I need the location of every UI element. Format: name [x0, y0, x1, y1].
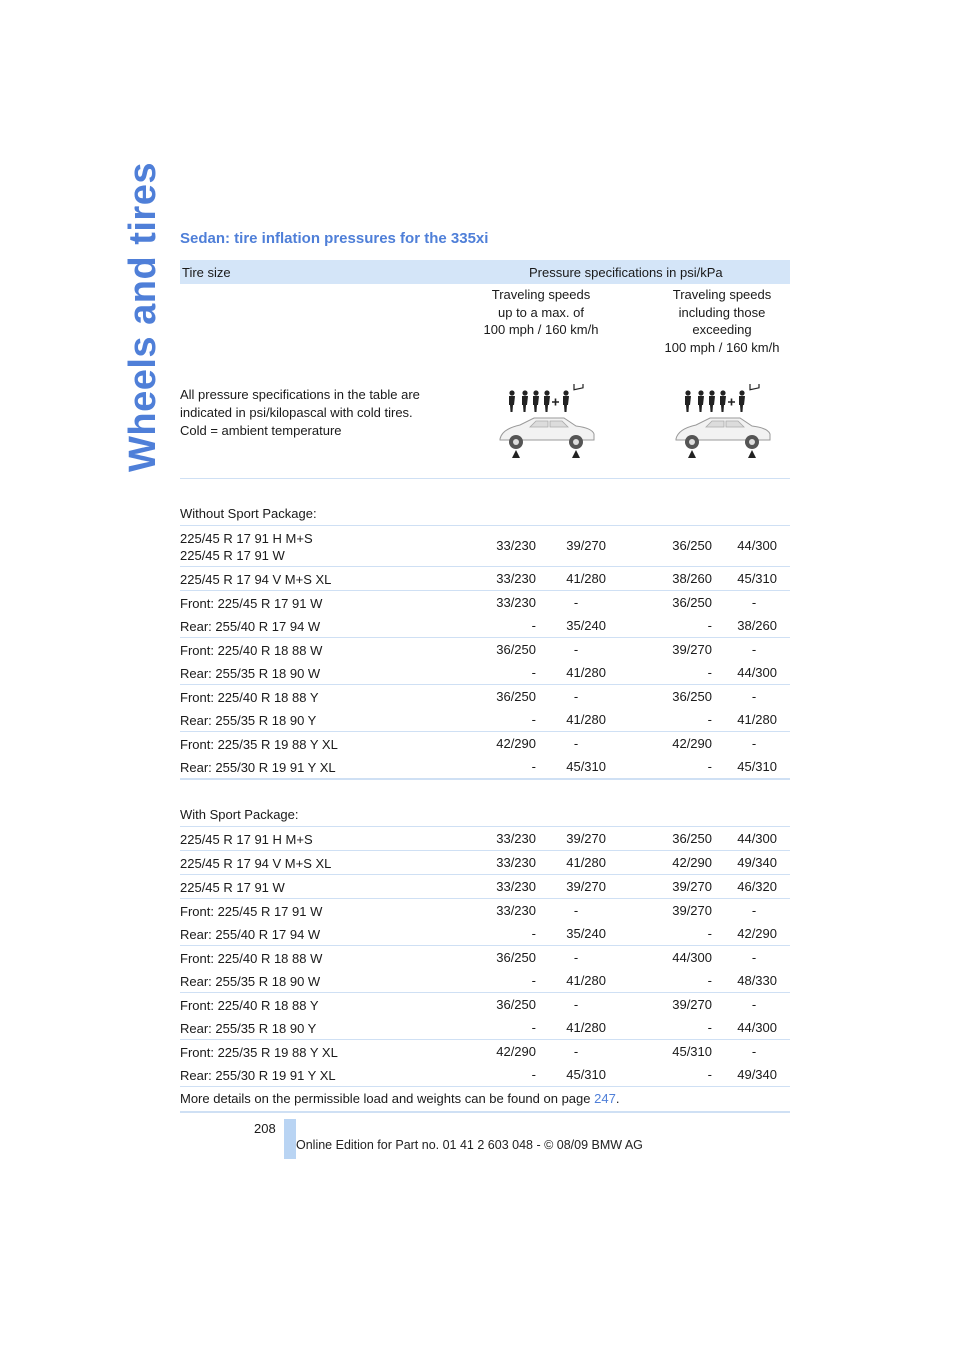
pressure-cell: 41/280	[566, 973, 606, 988]
page-link[interactable]: 247	[594, 1091, 616, 1106]
pressure-cell: 42/290	[496, 736, 536, 751]
tire-size-cell	[180, 689, 319, 706]
speed-low-line: Traveling speeds	[491, 287, 591, 302]
tire-size-line: 225/45 R 17 91 W	[180, 548, 285, 563]
speed-high-line: 100 mph / 160 km/h	[664, 339, 780, 355]
tire-size-line: Rear: 255/30 R 19 91 Y XL	[180, 760, 336, 775]
speed-high-line: exceeding	[692, 322, 752, 337]
table-row	[180, 969, 790, 993]
pressure-cell: 33/230	[496, 831, 536, 846]
tire-size-line: Rear: 255/35 R 18 90 W	[180, 974, 321, 989]
pressure-cell: 36/250	[672, 595, 712, 610]
pressure-cell: 41/280	[566, 665, 606, 680]
pressure-cell: 35/240	[566, 618, 606, 633]
pressure-cell: -	[531, 1020, 536, 1035]
table-row	[180, 567, 790, 591]
table-row	[180, 827, 790, 851]
edition-notice: Online Edition for Part no. 01 41 2 603 048 - © 08/09 BMW AG	[296, 1138, 643, 1152]
pressure-cell: -	[751, 689, 757, 704]
pressure-cell: -	[707, 712, 712, 727]
pressure-cell: 46/320	[737, 879, 777, 894]
section-title: Sedan: tire inflation pressures for the 335xi	[180, 230, 489, 247]
pressure-cell: -	[751, 642, 757, 657]
pressure-cell: 45/310	[672, 1044, 712, 1059]
tire-size-line: Rear: 255/35 R 18 90 Y	[180, 1021, 317, 1036]
pressure-cell: 38/260	[737, 618, 777, 633]
pressure-cell: 39/270	[672, 642, 712, 657]
pressure-cell: -	[531, 712, 536, 727]
loaded-sedan-high-speed-icon	[664, 384, 774, 466]
tire-size-cell	[180, 1044, 338, 1061]
tire-size-cell	[180, 1067, 336, 1084]
table-row	[180, 899, 790, 922]
table-row	[180, 614, 790, 638]
tire-size-cell	[180, 831, 313, 848]
pressure-cell: 36/250	[672, 538, 712, 553]
footer-note-end: .	[615, 1091, 620, 1106]
pressure-cell: 42/290	[672, 736, 712, 751]
tire-size-line: Rear: 255/40 R 17 94 W	[180, 927, 321, 942]
pressure-cell: 39/270	[672, 903, 712, 918]
tire-size-line: 225/45 R 17 91 W	[180, 880, 285, 895]
pressure-cell: 41/280	[566, 1020, 606, 1035]
pressure-cell: 41/280	[737, 712, 777, 727]
tire-size-line: Front: 225/40 R 18 88 W	[180, 643, 323, 658]
pressure-cell: 45/310	[737, 759, 777, 774]
speed-high-line: including those	[678, 304, 766, 320]
pressure-cell: 45/310	[566, 759, 606, 774]
group-label	[180, 478, 790, 525]
tire-size-line: Front: 225/40 R 18 88 W	[180, 951, 323, 966]
edition-bar	[284, 1119, 296, 1159]
pressure-cell: 39/270	[566, 538, 606, 553]
pressure-cell: 44/300	[737, 831, 777, 846]
pressure-cell: 39/270	[672, 879, 712, 894]
table-row	[180, 526, 790, 567]
pressure-cell: -	[573, 642, 579, 657]
tire-size-cell	[180, 1020, 316, 1037]
loaded-sedan-icon	[488, 384, 598, 466]
pressure-cell: -	[707, 759, 712, 774]
tire-size-cell	[180, 855, 331, 872]
group-label-text: With Sport Package:	[180, 807, 299, 822]
pressure-cell: 41/280	[566, 571, 606, 586]
pressure-cell: -	[531, 665, 536, 680]
note-line: indicated in psi/kilopascal with cold tires.	[180, 405, 413, 420]
pressure-cell: 35/240	[566, 926, 606, 941]
tire-size-cell	[180, 759, 336, 776]
group-label	[180, 779, 790, 826]
pressure-cell: 45/310	[566, 1067, 606, 1082]
speed-header-row	[180, 284, 790, 380]
tire-size-line: Front: 225/40 R 18 88 Y	[180, 690, 319, 705]
pressure-cell: 41/280	[566, 855, 606, 870]
note-line: Cold = ambient temperature	[180, 423, 342, 438]
tire-size-line: Rear: 255/35 R 18 90 Y	[180, 713, 317, 728]
tire-size-line: 225/45 R 17 94 V M+S XL	[180, 572, 332, 587]
pressure-cell: -	[573, 997, 579, 1012]
pressure-cell: -	[707, 618, 712, 633]
pressure-cell: -	[751, 997, 757, 1012]
tire-size-cell	[180, 571, 331, 588]
tire-size-line: Rear: 255/35 R 18 90 W	[180, 666, 321, 681]
pressure-cell: -	[573, 689, 579, 704]
pressure-cell: 48/330	[737, 973, 777, 988]
table-row	[180, 1063, 790, 1087]
table-row	[180, 993, 790, 1016]
table-row	[180, 1016, 790, 1040]
pressure-cell: 39/270	[566, 879, 606, 894]
pressure-cell: 36/250	[496, 689, 536, 704]
tire-size-line: 225/45 R 17 91 H M+S	[180, 832, 313, 847]
pressure-cell: -	[707, 1067, 712, 1082]
table-body	[180, 478, 790, 1087]
pressure-cell: -	[531, 1067, 536, 1082]
pressure-cell: -	[751, 903, 757, 918]
speed-low-label	[470, 286, 612, 339]
table-row	[180, 875, 790, 899]
pressure-cell: 39/270	[566, 831, 606, 846]
group-label-text: Without Sport Package:	[180, 506, 317, 521]
tire-size-line: Front: 225/35 R 19 88 Y XL	[180, 737, 338, 752]
pressure-cell: 36/250	[672, 831, 712, 846]
pressure-cell: -	[751, 736, 757, 751]
tire-size-line: Rear: 255/40 R 17 94 W	[180, 619, 321, 634]
tire-size-cell	[180, 595, 322, 612]
table-row	[180, 732, 790, 755]
table-row	[180, 946, 790, 969]
pressure-cell: -	[707, 973, 712, 988]
tire-size-cell	[180, 530, 313, 564]
pressure-cell: 36/250	[496, 950, 536, 965]
footer-note-body: More details on the permissible load and weights can be found on page	[180, 1091, 595, 1106]
pressure-cell: 42/290	[496, 1044, 536, 1059]
pressure-cell: -	[531, 618, 536, 633]
tire-size-cell	[180, 950, 322, 967]
tire-size-cell	[180, 973, 320, 990]
pressure-cell: -	[751, 1044, 757, 1059]
table-row	[180, 1040, 790, 1063]
pressure-cell: 33/230	[496, 595, 536, 610]
pressure-cell: -	[707, 665, 712, 680]
note-row	[180, 380, 790, 478]
pressure-cell: -	[573, 1044, 579, 1059]
table-footer-note	[180, 1087, 790, 1113]
pressure-cell: 44/300	[672, 950, 712, 965]
pressure-cell: 42/290	[672, 855, 712, 870]
pressure-cell: 42/290	[737, 926, 777, 941]
table-row	[180, 922, 790, 946]
pressure-cell: -	[531, 926, 536, 941]
pressure-cell: -	[531, 973, 536, 988]
speed-high-line: Traveling speeds	[672, 287, 772, 302]
tire-pressure-table	[180, 260, 790, 1113]
speed-low-line: up to a max. of	[498, 304, 584, 320]
tire-size-cell	[180, 736, 338, 753]
table-row	[180, 851, 790, 875]
tire-size-line: 225/45 R 17 91 H M+S	[180, 531, 313, 546]
cold-tire-note	[180, 386, 450, 440]
table-header	[180, 260, 790, 284]
pressure-cell: -	[707, 926, 712, 941]
pressure-cell: -	[573, 950, 579, 965]
footer-note-text	[180, 1091, 619, 1106]
chapter-side-title: Wheels and tires	[122, 162, 164, 472]
pressure-cell: 33/230	[496, 571, 536, 586]
pressure-cell: 45/310	[737, 571, 777, 586]
table-row	[180, 591, 790, 614]
pressure-cell: 49/340	[737, 1067, 777, 1082]
tire-size-line: Front: 225/45 R 17 91 W	[180, 904, 323, 919]
tire-size-line: Rear: 255/30 R 19 91 Y XL	[180, 1068, 336, 1083]
speed-low-line: 100 mph / 160 km/h	[483, 322, 599, 337]
pressure-cell: -	[707, 1020, 712, 1035]
tire-size-cell	[180, 642, 322, 659]
pressure-cell: 39/270	[672, 997, 712, 1012]
pressure-cell: 44/300	[737, 538, 777, 553]
pressure-cell: 49/340	[737, 855, 777, 870]
table-row	[180, 708, 790, 732]
note-line: All pressure specifications in the table are	[180, 387, 420, 402]
table-row	[180, 638, 790, 661]
tire-size-cell	[180, 712, 316, 729]
tire-size-line: 225/45 R 17 94 V M+S XL	[180, 856, 332, 871]
table-row	[180, 755, 790, 779]
tire-size-cell	[180, 997, 319, 1014]
tire-size-cell	[180, 926, 320, 943]
pressure-cell: 44/300	[737, 1020, 777, 1035]
pressure-cell: 33/230	[496, 855, 536, 870]
pressure-cell: -	[531, 759, 536, 774]
pressure-cell: 33/230	[496, 879, 536, 894]
pressure-cell: 33/230	[496, 538, 536, 553]
pressure-cell: 33/230	[496, 903, 536, 918]
header-pressure-spec: Pressure specifications in psi/kPa	[529, 265, 723, 280]
page-number: 208	[254, 1121, 276, 1136]
tire-size-cell	[180, 903, 322, 920]
pressure-cell: -	[751, 595, 757, 610]
pressure-cell: 38/260	[672, 571, 712, 586]
header-tire-size: Tire size	[182, 265, 231, 280]
pressure-cell: -	[573, 736, 579, 751]
pressure-cell: 36/250	[672, 689, 712, 704]
pressure-cell: 44/300	[737, 665, 777, 680]
speed-high-label	[650, 286, 794, 356]
table-row	[180, 685, 790, 708]
pressure-cell: -	[573, 903, 579, 918]
pressure-cell: 36/250	[496, 997, 536, 1012]
table-row	[180, 661, 790, 685]
tire-size-line: Front: 225/45 R 17 91 W	[180, 596, 323, 611]
tire-size-line: Front: 225/35 R 19 88 Y XL	[180, 1045, 338, 1060]
pressure-cell: -	[573, 595, 579, 610]
pressure-cell: 36/250	[496, 642, 536, 657]
tire-size-cell	[180, 879, 285, 896]
tire-size-line: Front: 225/40 R 18 88 Y	[180, 998, 319, 1013]
pressure-cell: -	[751, 950, 757, 965]
pressure-cell: 41/280	[566, 712, 606, 727]
tire-size-cell	[180, 618, 320, 635]
tire-size-cell	[180, 665, 320, 682]
